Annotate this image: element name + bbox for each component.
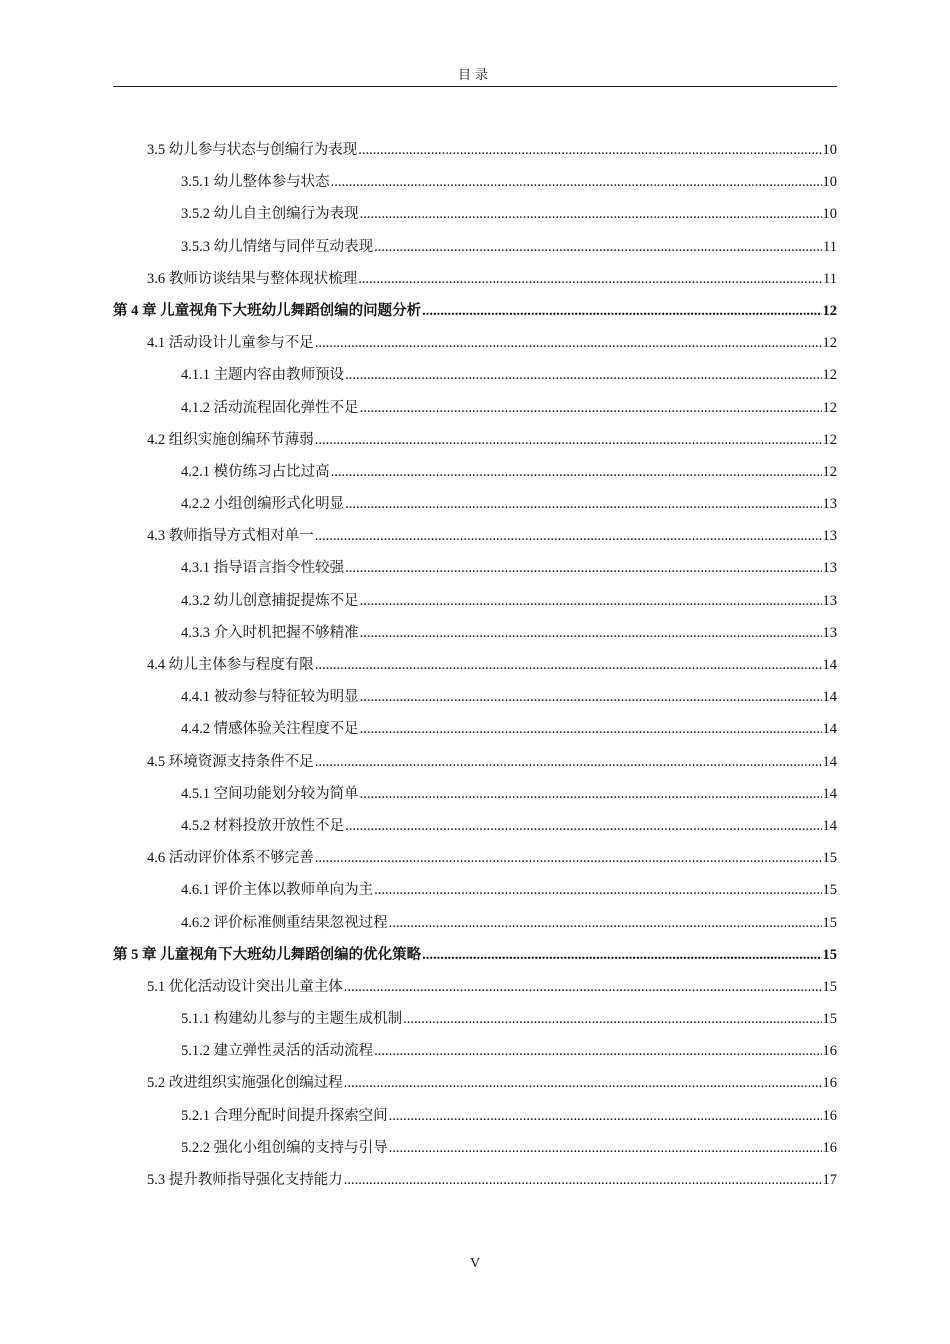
toc-entry[interactable] (113, 1067, 837, 1099)
toc-entry-title: 4.2.1 模仿练习占比过高 (181, 463, 330, 480)
toc-dot-leader (360, 681, 822, 713)
toc-entry-title: 第 4 章 儿童视角下大班幼儿舞蹈创编的问题分析 (113, 302, 422, 319)
toc-entry[interactable] (113, 971, 837, 1003)
toc-entry[interactable] (113, 1003, 837, 1035)
toc-entry[interactable] (113, 1035, 837, 1067)
toc-dot-leader (360, 198, 822, 230)
toc-entry-title: 5.2.2 强化小组创编的支持与引导 (181, 1139, 388, 1156)
toc-entry-title: 4.6.2 评价标准侧重结果忽视过程 (181, 914, 388, 931)
toc-entry-page: 12 (822, 367, 837, 384)
toc-entry-title: 4.3 教师指导方式相对单一 (147, 528, 314, 545)
toc-entry[interactable] (113, 585, 837, 617)
toc-dot-leader (360, 585, 822, 617)
header-title: 目录 (457, 67, 492, 82)
toc-entry[interactable] (113, 746, 837, 778)
toc-entry-title: 4.1 活动设计儿童参与不足 (147, 335, 314, 352)
toc-dot-leader (315, 424, 822, 456)
toc-entry[interactable] (113, 1100, 837, 1132)
toc-dot-leader (374, 874, 821, 906)
toc-entry-page: 15 (822, 1011, 837, 1028)
toc-entry-page: 16 (822, 1107, 837, 1124)
toc-dot-leader (403, 1003, 821, 1035)
toc-entry-page: 10 (822, 174, 837, 191)
toc-entry[interactable] (113, 874, 837, 906)
toc-entry[interactable] (113, 617, 837, 649)
toc-entry-page: 15 (822, 882, 837, 899)
toc-entry[interactable] (113, 1164, 837, 1196)
toc-entry-page: 14 (822, 817, 837, 834)
toc-entry-title: 4.1.2 活动流程固化弹性不足 (181, 399, 359, 416)
toc-dot-leader (422, 295, 821, 327)
toc-entry-title: 5.1 优化活动设计突出儿童主体 (147, 978, 343, 995)
toc-entry-title: 5.2.1 合理分配时间提升探索空间 (181, 1107, 388, 1124)
toc-dot-leader (358, 263, 822, 295)
toc-entry[interactable] (113, 681, 837, 713)
toc-entry-title: 3.5.3 幼儿情绪与同伴互动表现 (181, 238, 374, 255)
toc-entry[interactable] (113, 295, 837, 327)
toc-entry-page: 14 (822, 753, 837, 770)
toc-dot-leader (345, 359, 821, 391)
toc-entry-title: 4.2 组织实施创编环节薄弱 (147, 431, 314, 448)
toc-entry[interactable] (113, 166, 837, 198)
toc-entry-page: 15 (822, 978, 837, 995)
toc-entry-page: 13 (822, 528, 837, 545)
toc-entry[interactable] (113, 392, 837, 424)
toc-entry-page: 14 (822, 657, 837, 673)
toc-entry[interactable] (113, 810, 837, 842)
toc-dot-leader (315, 520, 822, 552)
toc-entry-page: 14 (822, 721, 837, 738)
toc-dot-leader (360, 778, 822, 810)
toc-entry-title: 3.6 教师访谈结果与整体现状梳理 (147, 270, 358, 287)
toc-dot-leader (389, 1132, 822, 1164)
toc-dot-leader (360, 617, 822, 649)
toc-entry[interactable] (113, 327, 837, 359)
toc-entry-title: 4.4.1 被动参与特征较为明显 (181, 689, 359, 706)
page-number: V (469, 1256, 481, 1271)
toc-entry[interactable] (113, 424, 837, 456)
toc-dot-leader (360, 713, 822, 745)
toc-dot-leader (345, 810, 821, 842)
toc-entry-page: 15 (822, 914, 837, 931)
toc-dot-leader (358, 134, 821, 166)
toc-entry[interactable] (113, 713, 837, 745)
toc-entry-page: 12 (822, 335, 837, 352)
toc-dot-leader (344, 1164, 822, 1196)
toc-entry-title: 第 5 章 儿童视角下大班幼儿舞蹈创编的优化策略 (113, 946, 422, 963)
toc-dot-leader (344, 971, 822, 1003)
toc-entry-page: 13 (822, 592, 837, 609)
toc-entry[interactable] (113, 1132, 837, 1164)
toc-dot-leader (344, 1067, 822, 1099)
toc-entry-title: 5.3 提升教师指导强化支持能力 (147, 1172, 343, 1188)
toc-dot-leader (389, 907, 822, 939)
toc-entry-page: 13 (822, 624, 837, 641)
toc-entry-page: 12 (822, 399, 837, 416)
toc-entry[interactable] (113, 359, 837, 391)
toc-entry-page: 15 (822, 850, 837, 867)
toc-entry-title: 4.6.1 评价主体以教师单向为主 (181, 882, 374, 899)
toc-entry-title: 4.5 环境资源支持条件不足 (147, 753, 314, 770)
toc-entry-title: 5.2 改进组织实施强化创编过程 (147, 1075, 343, 1092)
toc-dot-leader (374, 231, 822, 263)
toc-entry-title: 4.1.1 主题内容由教师预设 (181, 367, 345, 384)
toc-entry[interactable] (113, 231, 837, 263)
toc-entry-page: 12 (822, 302, 837, 319)
toc-entry-title: 4.5.2 材料投放开放性不足 (181, 817, 345, 834)
toc-dot-leader (315, 649, 822, 681)
toc-entry-page: 16 (822, 1139, 837, 1156)
toc-entry-page: 14 (822, 785, 837, 802)
toc-entry[interactable] (113, 488, 837, 520)
toc-entry[interactable] (113, 842, 837, 874)
toc-entry-title: 4.5.1 空间功能划分较为简单 (181, 785, 359, 802)
toc-entry-title: 4.4 幼儿主体参与程度有限 (147, 657, 314, 673)
toc-entry[interactable] (113, 552, 837, 584)
toc-entry[interactable] (113, 778, 837, 810)
toc-entry-page: 13 (822, 560, 837, 577)
toc-entry-title: 4.6 活动评价体系不够完善 (147, 850, 314, 867)
toc-entry-title: 4.2.2 小组创编形式化明显 (181, 496, 345, 513)
toc-entry-page: 10 (822, 206, 837, 223)
toc-dot-leader (331, 166, 822, 198)
toc-dot-leader (315, 842, 822, 874)
toc-dot-leader (345, 552, 821, 584)
toc-entry-page: 14 (822, 689, 837, 706)
toc-entry-page: 11 (823, 270, 837, 287)
toc-entry[interactable] (113, 134, 837, 166)
toc-entry[interactable] (113, 198, 837, 230)
toc-entry[interactable] (113, 520, 837, 552)
toc-dot-leader (374, 1035, 821, 1067)
table-of-contents (113, 134, 837, 1196)
toc-entry-page: 16 (822, 1075, 837, 1092)
toc-entry-page: 12 (822, 431, 837, 448)
toc-entry-title: 5.1.1 构建幼儿参与的主题生成机制 (181, 1011, 403, 1028)
toc-entry-title: 3.5 幼儿参与状态与创编行为表现 (147, 142, 358, 158)
page-header (113, 66, 837, 87)
toc-dot-leader (315, 327, 822, 359)
toc-entry-page: 11 (823, 238, 837, 255)
toc-dot-leader (389, 1100, 822, 1132)
toc-entry[interactable] (113, 907, 837, 939)
toc-entry-title: 3.5.2 幼儿自主创编行为表现 (181, 206, 359, 223)
toc-entry-title: 3.5.1 幼儿整体参与状态 (181, 174, 330, 191)
toc-entry-title: 4.3.3 介入时机把握不够精准 (181, 624, 359, 641)
toc-dot-leader (422, 939, 821, 971)
page-footer (0, 1256, 950, 1272)
toc-entry-page: 16 (822, 1043, 837, 1060)
toc-entry[interactable] (113, 456, 837, 488)
toc-entry[interactable] (113, 939, 837, 971)
toc-dot-leader (331, 456, 822, 488)
toc-entry-title: 4.4.2 情感体验关注程度不足 (181, 721, 359, 738)
toc-dot-leader (315, 746, 822, 778)
toc-entry-page: 15 (822, 946, 837, 963)
toc-entry-title: 4.3.1 指导语言指令性较强 (181, 560, 345, 577)
toc-dot-leader (345, 488, 821, 520)
toc-entry-page: 12 (822, 463, 837, 480)
toc-entry-title: 4.3.2 幼儿创意捕捉提炼不足 (181, 592, 359, 609)
toc-entry[interactable] (113, 649, 837, 681)
toc-entry-page: 10 (822, 142, 837, 158)
toc-entry[interactable] (113, 263, 837, 295)
toc-entry-page: 17 (822, 1172, 837, 1188)
toc-entry-page: 13 (822, 496, 837, 513)
toc-dot-leader (360, 392, 822, 424)
toc-entry-title: 5.1.2 建立弹性灵活的活动流程 (181, 1043, 374, 1060)
